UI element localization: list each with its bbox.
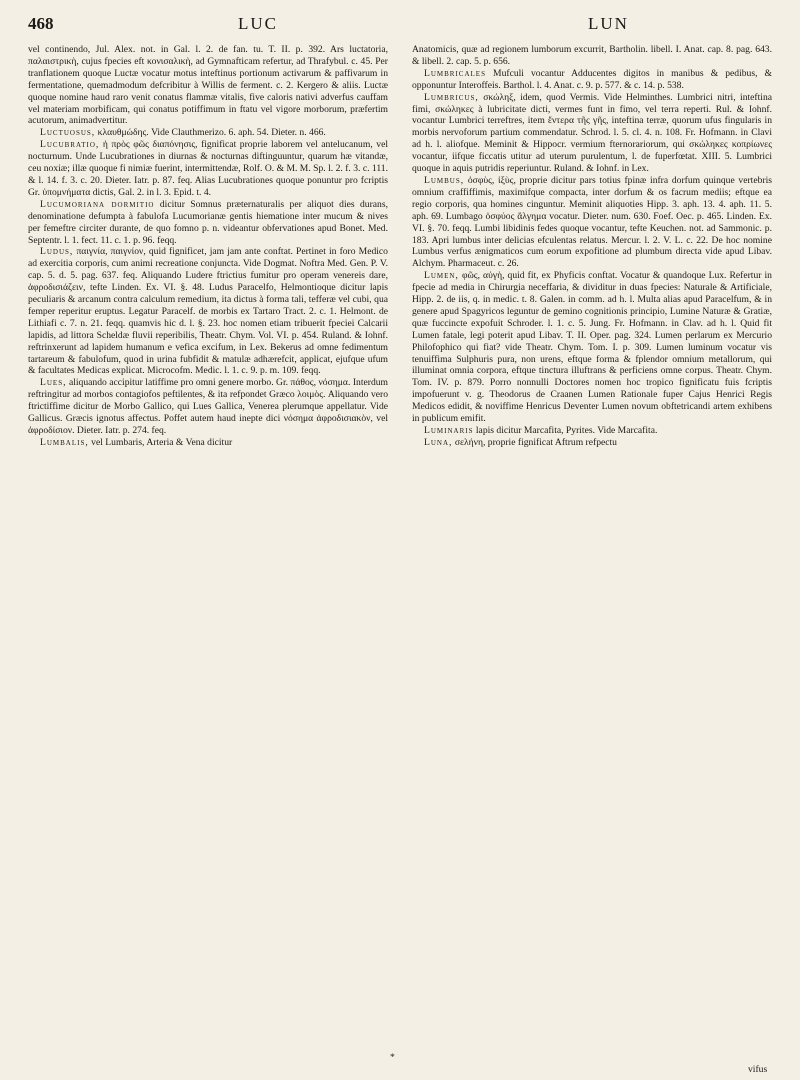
dictionary-entry <box>28 246 388 377</box>
dictionary-entry <box>412 425 772 437</box>
running-head-left: LUC <box>238 14 278 33</box>
entry-text: σκώληξ, idem, quod Vermis. Vide Helminthes. Lumbrici nitri, inteftina fimi, σκώληκες à lubricitate dicti, vermes funt in fimo, vel terra reperti. Rul. & Iohnf. vocantur Lumbrici terreftres, item ἔντερα τῆς γῆς, inteftina terræ, quorum ufus fingularis in morbis nervoforum partium commendatur. Schrod. l. 5. cl. 4. n. 108. Fr. Hofmann. in Clavi ad h. l. aliofque. Meminit & Hippocr. vermium fternorariorum, qui σκώληκες κοπρίωνες vocantur, iifque ficcatis utitur ad uterum purulentum, l. de fuperfœtat. XIII. 5. Lumbrici quoque in aquis putridis reperiuntur. Ruland. & Iohnf. in Lex. <box>412 91 772 175</box>
page-number: 468 <box>28 14 54 33</box>
dictionary-entry <box>28 377 388 437</box>
running-head-right: LUN <box>588 14 629 33</box>
entry-text: σελήνη, proprie fignificat Aftrum refpectu <box>454 436 617 448</box>
entry-text: παιγνία, παιγνίον, quid fignificet, jam jam ante conftat. Pertinet in foro Medico ad exercitia corporis, cum animi recreatione conjuncta. Vide Dogmat. Noftra Med. Gen. P. V. cap. 5. d. 5. pag. 637. feq. Aliquando Ludere ftrictius fumitur pro operam venereis dare, ἀφροδισιάζειν, tefte Linden. Ex. VI. §. 48. Ludus Paracelfo, Helmontioque dicitur lapis peculiaris & arcanum contra calculum remedium, ita dictus à forma tali, tefferæ vel cubi, qua femper reperitur eruptus. Legatur Paracelf. de morbis ex Tartaro Tract. 2. c. 1. Helmont. de Lithiafi c. 7. n. 21. feqq. quamvis hic d. l. §. 23. hoc nomen etiam tribuerit fpeciei Calcarii lapidis, ad littora Scheldæ fluvii reperibilis, Theatr. Chym. Vol. VI. p. 454. Ruland. & Iohnf. reftrinxerunt ad lapidem humanum e vefica excifum, in Lex. Bekerus ad omne fedimentum tartareum & fabulofum, quod in urina fubfidit & matulæ adhærefcit, applicat, ejufque ufum & facultates Medicas explicat. Microcofm. Medic. l. 1. c. 9. p. m. 109. feqq. <box>28 246 388 377</box>
left-column <box>28 44 388 449</box>
entry-text: φῶς, αὐγὴ, quid fit, ex Phyficis conftat. Vocatur & quandoque Lux. Refertur in fpecie ad media in Chirurgia neceffaria, & dividitur in duas fpecies: Naturale & Artificiale, Hipp. 2. de iis, q. in medic. t. 8. Galen. in comm. ad h. l. Multa alias apud Paracelfum, & in genere apud Spagyricos leguntur de gemino cognitionis principio, Lumine Naturæ & Gratiæ, quæ fuccincte expofuit Schroder. l. 1. c. 5. Jung. Fr. Hofmann. in Clav. ad h. l. Quid fit Lumen fatale, legi poterit apud Libav. T. II. Oper. pag. 324. Lumen perlarum ex Mercurio Philofophico qui fiat? vide Theatr. Chym. Tom. I. p. 309. Lumen luminum vocatur vis tenuiffima Sulphuris pura, non urens, eftque forma & fplendor omnium metallorum, qui illuminat omnia corpora, eftque tinctura illuftrans & perficiens omne corpus. Theatr. Chym. Tom. IV. p. 879. Porro nonnulli Doctores nomen hoc tropico fignificatu fuis fcriptis impofuerunt v. g. Theodorus de Craanen Lumen Rationale fuper Cajus Henrici Regis Medicos edidit, & noviffime Henricus Deventer Lumen novum obftetricandi artem exhibens in publicum emifit. <box>412 270 772 425</box>
entry-headword: Luctuosus, <box>40 127 96 139</box>
right-column <box>412 44 772 449</box>
entry-headword: Lues, <box>40 377 67 389</box>
entry-text: Mufculi vocantur Adducentes digitos in manibus & pedibus, & opponuntur Interoffeis. Barthol. l. 4. Anat. c. 9. p. 577. & c. 14. p. 538. <box>412 67 772 91</box>
dictionary-entry <box>28 139 388 199</box>
entry-headword: Ludus, <box>40 246 74 258</box>
entry-headword: Lucumoriana dormitio <box>40 198 155 210</box>
dictionary-entry <box>412 270 772 425</box>
entry-headword: Lumen, <box>424 270 459 282</box>
entry-text: aliquando accipitur latiffime pro omni genere morbo. Gr. πάθος, νόσημα. Interdum reftringitur ad morbos contagiofos peftilentes, & ita refpondet Græco λοιμὸς. Aliquando vero ftrictiffime dicitur de Morbo Gallico, qui Lues Gallica, Venerea plerumque appellatur. Vide Gallicus. Græcis ignotus affectus. Poffet autem haud inepte dici νόσημα ἀφροδισιακὸν, vel ἀφροδίσιον. Dieter. Iatr. p. 274. feq. <box>28 377 388 436</box>
page-header <box>28 14 772 40</box>
entry-headword: Lucubratio, <box>40 139 100 151</box>
dictionary-entry <box>412 437 772 449</box>
entry-headword: Lumbricales <box>424 67 486 79</box>
dictionary-entry <box>28 437 388 449</box>
dictionary-entry <box>28 44 388 127</box>
dictionary-entry <box>412 92 772 175</box>
dictionary-entry <box>412 68 772 92</box>
entry-headword: Luna, <box>424 436 453 448</box>
entry-headword: Lumbricus, <box>424 91 479 103</box>
entry-headword: Lumbalis, <box>40 436 89 448</box>
entry-headword: Luminaris <box>424 425 474 436</box>
catchword-right: vifus <box>748 1064 768 1075</box>
dictionary-entry <box>28 127 388 139</box>
entry-headword: Lumbus, <box>424 174 465 186</box>
catchword-left: * <box>390 1052 395 1063</box>
entry-text: Anatomicis, quæ ad regionem lumborum excurrit, Bartholin. libell. I. Anat. cap. 8. pag. 643. & libell. 2. cap. 5. p. 656. <box>412 44 772 67</box>
dictionary-entry <box>28 199 388 247</box>
entry-text: lapis dicitur Marcafita, Pyrites. Vide Marcafita. <box>475 425 658 436</box>
entry-text: vel continendo, Jul. Alex. not. in Gal. l. 2. de fan. tu. T. II. p. 392. Ars luctatoria, παλαιστρικὴ, cujus fpecies eft κονισαλικὴ, ad Gymnafticam refertur, ad Thrafybul. c. 45. Per tranflationem quoque Luctæ vocatur motus inteftinus portionum activarum & paffivarum in fermentatione, quemadmodum defcribitur à Willis de ferment. c. 2. Kergero & aliis. Luctæ quoque nomine haud raro venit conatus flammæ vitalis, five caloris nativi adverfus cauffam vel materiam morbificam, qui conatus potiffimum in ftatu vel vigore morborum, præfertim acutorum, animadvertitur. <box>28 44 388 127</box>
entry-text: κλαυθμώδης. Vide Clauthmerizo. 6. aph. 54. Dieter. n. 466. <box>97 127 326 139</box>
entry-text: vel Lumbaris, Arteria & Vena dicitur <box>91 436 233 448</box>
entry-text: ὀσφὺς, ἰξὺς, proprie dicitur pars totius fpinæ infra dorfum quinque vertebris omnium craffiffimis, maximifque compacta, inter dorfum & os facrum mediis; eftque ea regio corporis, qua homines cinguntur. Meminit aliquoties Hipp. 3. aph. 13. 4. aph. 11. 5. aph. 69. Lumbago ὀσφύος ἄλγημα vocatur. Dieter. num. 630. Foef. Oec. p. 465. Linden. Ex. VI. §. 70. feqq. Lumbi libidinis fedes quoque vocantur, tefte Keuchen. not. ad Sammonic. p. 183. Apri lumbus inter delicias efculentas relatus. Mercur. l. 2. V. L. c. 22. De hoc nomine Lumbus verfus ænigmaticos cum eorum expofitione ad plumbum directa vide apud Libav. Alchym. Pharmaceut. c. 26. <box>412 174 772 270</box>
entry-text: ἡ πρὸς φῶς διαπόνησις, fignificat proprie laborem vel antelucanum, vel nocturnum. Unde Lucubrationes in diurnas & nocturnas diftinguuntur, quarum hæ vitandæ, ceu noxiæ; illæ quoque fi nimiæ fuerint, intermittendæ, Rolf. O. & M. M. Sp. l. 2. f. 3. c. 111. & l. 14. f. 3. c. 20. Dieter. Iatr. p. 87. feq. Alias Lucubrationes quoque ponuntur pro fcriptis Gr. ὑπομνήματα dictis, Gal. 2. in l. 3. Epid. t. 4. <box>28 139 388 198</box>
dictionary-entry <box>412 175 772 270</box>
entry-text: dicitur Somnus præternaturalis per aliquot dies durans, denominatione defumpta à fabulofa Lucumorianæ gentis hiematione inter mucum & nives per femeftre circiter durante, de quo fomno p. n. videantur obfervationes apud Bonet. Med. Septentr. l. 1. fect. 11. c. 1. p. 96. feqq. <box>28 198 388 246</box>
dictionary-entry <box>412 44 772 68</box>
